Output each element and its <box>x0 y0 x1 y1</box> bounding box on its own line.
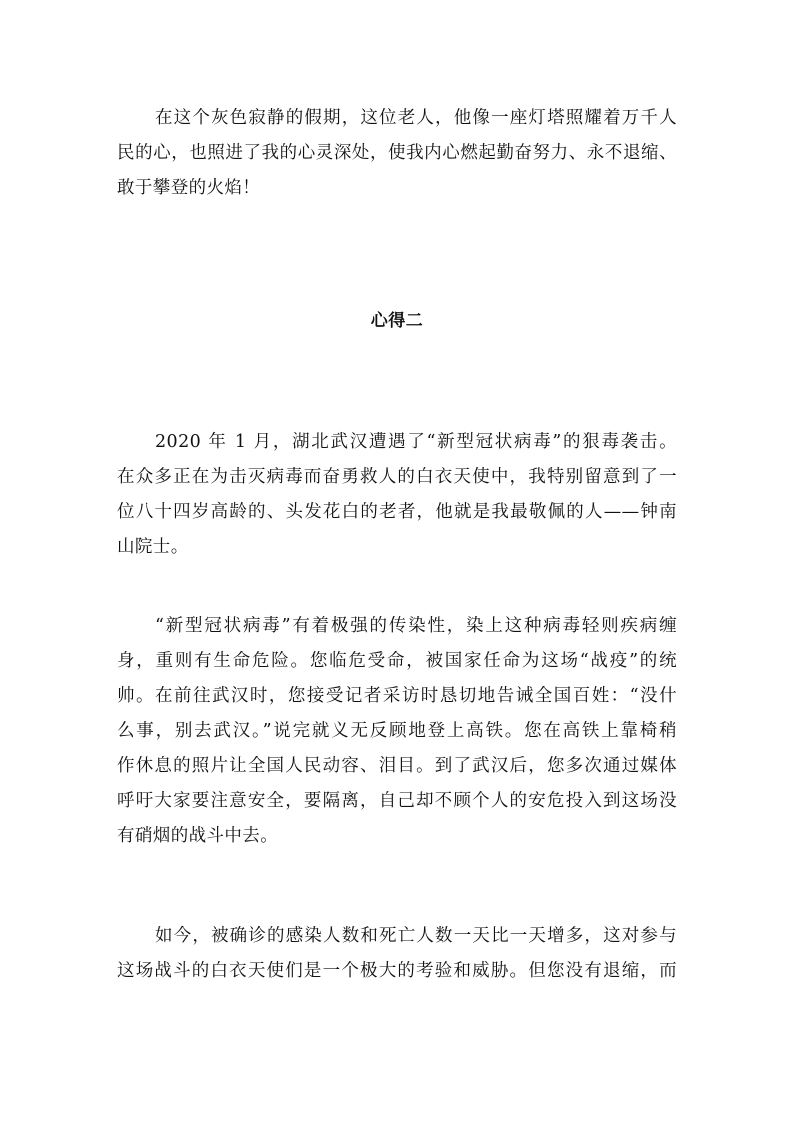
paragraph-line: “新型冠状病毒”有着极强的传染性，染上这种病毒轻则疾病缠 <box>155 616 677 636</box>
paragraph-line: 这场战斗的白衣天使们是一个极大的考验和威胁。但您没有退缩，而 <box>117 961 677 981</box>
paragraph-line: 身，重则有生命危险。您临危受命，被国家任命为这场“战疫”的统 <box>117 651 677 671</box>
paragraph-line: 民的心，也照进了我的心灵深处，使我内心燃起勤奋努力、永不退缩、 <box>117 143 677 163</box>
intro-paragraph <box>117 101 677 206</box>
paragraph-line: 如今，被确诊的感染人数和死亡人数一天比一天增多，这对参与 <box>155 926 677 946</box>
paragraph-line: 作休息的照片让全国人民动容、泪目。到了武汉后，您多次通过媒体 <box>117 756 677 776</box>
paragraph-3 <box>117 919 677 989</box>
paragraph-2 <box>117 609 677 854</box>
paragraph-line: 在这个灰色寂静的假期，这位老人，他像一座灯塔照耀着万千人 <box>155 108 677 128</box>
paragraph-line: 有硝烟的战斗中去。 <box>117 826 279 846</box>
paragraph-line: 呼吁大家要注意安全，要隔离，自己却不顾个人的安危投入到这场没 <box>117 791 677 811</box>
paragraph-line: 位八十四岁高龄的、头发花白的老者，他就是我最敬佩的人——钟南 <box>117 502 677 522</box>
paragraph-line: 么事，别去武汉。”说完就义无反顾地登上高铁。您在高铁上靠椅稍 <box>117 721 677 741</box>
section-heading: 心得二 <box>370 311 424 331</box>
paragraph-line: 2020 年 1 月，湖北武汉遭遇了“新型冠状病毒”的狠毒袭击。 <box>155 432 677 452</box>
paragraph-line: 敢于攀登的火焰！ <box>117 178 261 198</box>
paragraph-line: 山院士。 <box>117 537 189 557</box>
paragraph-line: 帅。在前往武汉时，您接受记者采访时恳切地告诫全国百姓：“没什 <box>117 686 677 706</box>
paragraph-1 <box>117 425 677 565</box>
paragraph-line: 在众多正在为击灭病毒而奋勇救人的白衣天使中，我特别留意到了一 <box>117 467 677 487</box>
